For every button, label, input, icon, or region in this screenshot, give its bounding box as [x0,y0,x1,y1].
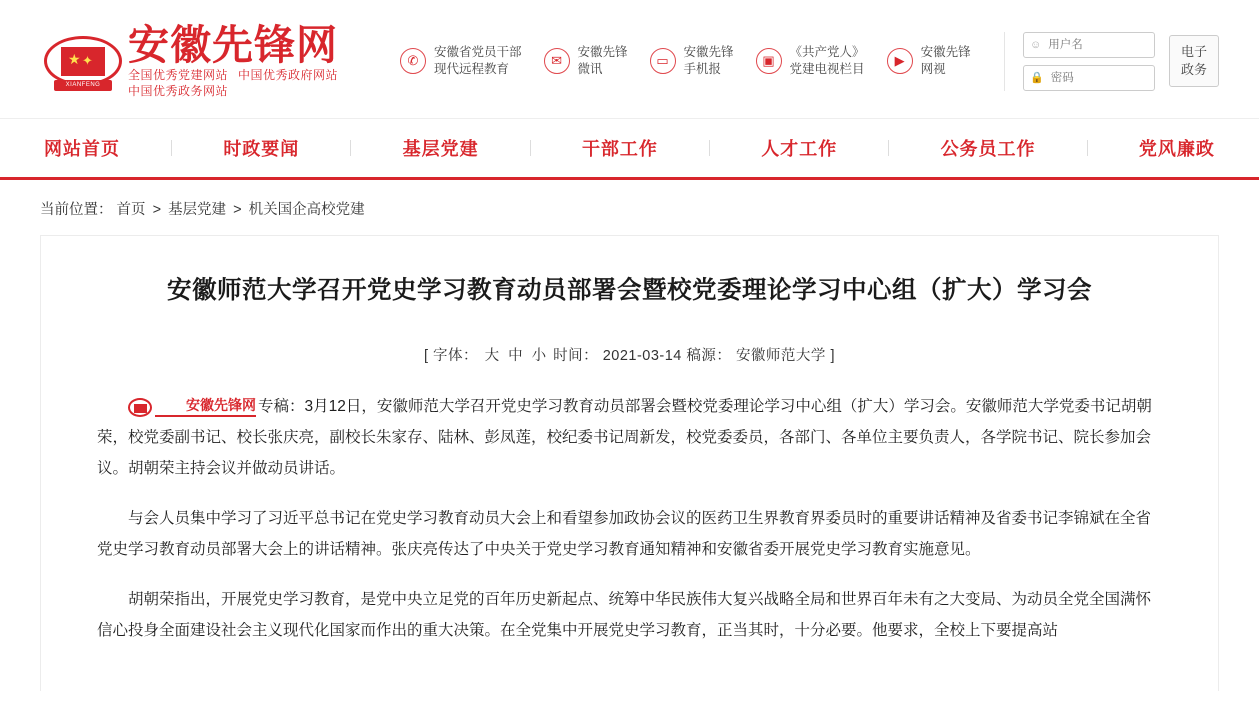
font-size-medium-button[interactable]: 中 [508,348,524,364]
phone-icon: ▭ [650,48,676,74]
logo-subtitle-line1 [128,67,348,83]
logo-text-block [128,23,348,99]
quicklink-weixun[interactable] [544,44,628,78]
meta-time-label: 时间： [553,348,599,364]
nav-divider [709,140,710,156]
logo-sub-b: 中国优秀政府网站 [238,68,339,82]
quicklink-label: 安徽省党员干部 现代远程教育 [434,45,522,76]
star-icon: ★ [68,51,81,67]
egov-button[interactable] [1169,35,1219,87]
breadcrumb-item-current[interactable]: 机关国企高校党建 [248,202,365,218]
quicklink-tv-program[interactable] [756,44,865,78]
nav-item-cadre-work[interactable]: 干部工作 [581,139,658,159]
logo-ribbon-text: XIANFENG [54,80,112,91]
username-input[interactable] [1046,38,1148,52]
quicklink-distance-education[interactable] [400,44,522,78]
nav-divider [888,140,889,156]
lock-icon: 🔒 [1030,72,1044,84]
meta-open-bracket: [ [423,348,429,364]
breadcrumb-separator: > [233,202,242,218]
article-paragraph-1 [97,391,1162,484]
login-fields [1023,32,1155,91]
tv-icon: ▣ [756,48,782,74]
password-field[interactable] [1023,65,1155,91]
logo-title: 安徽先锋网 [128,22,338,68]
meta-source-value: 安徽师范大学 [735,348,826,364]
nav-divider [171,140,172,156]
quicklink-webtv[interactable] [887,44,971,78]
quicklink-label: 安徽先锋 网视 [920,45,971,76]
password-input[interactable] [1049,71,1148,85]
quicklink-mobile-paper[interactable] [650,44,734,78]
quicklink-label: 安徽先锋 手机报 [683,45,734,76]
article-container [40,235,1219,691]
meta-close-bracket: ] [830,348,835,364]
font-size-large-button[interactable]: 大 [484,348,500,364]
breadcrumb [0,180,1259,235]
logo-sub-a: 全国优秀党建网站 [128,68,229,82]
login-block [1004,32,1219,91]
party-emblem-icon [44,30,122,92]
nav-item-party-discipline[interactable]: 党风廉政 [1138,139,1215,159]
broadcast-icon: ✆ [400,48,426,74]
video-icon: ▶ [887,48,913,74]
meta-source-label: 稿源： [686,348,732,364]
site-header [0,0,1259,118]
quicklink-label: 安徽先锋 微讯 [577,45,628,76]
article-paragraph-1-text: 专稿：3月12日，安徽师范大学召开党史学习教育动员部署会暨校党委理论学习中心组（扩大）学习会。安徽师范大学党委书记胡朝荣，校党委副书记、校长张庆亮，副校长朱家存、陆林、彭凤莲，校纪委书记周新发，校党委委员，各部门、各单位主要负责人，各学院书记、院长参加会议。胡朝荣主持会议并做动员讲话。 [97,398,1152,477]
article-body [97,391,1162,646]
nav-item-grassroots-party[interactable]: 基层党建 [402,139,479,159]
username-field[interactable] [1023,32,1155,58]
breadcrumb-item-home[interactable]: 首页 [116,202,146,218]
quicklink-label: 《共产党人》 党建电视栏目 [789,45,865,76]
article-paragraph-3: 胡朝荣指出，开展党史学习教育，是党中央立足党的百年历史新起点、统筹中华民族伟大复兴战略全局和世界百年未有之大变局、为动员全党全国满怀信心投身全面建设社会主义现代化国家而作出的重大决策。在全党集中开展党史学习教育，正当其时，十分必要。他要求，全校上下要提高站 [97,591,1152,639]
logo-sub-c: 中国优秀政务网站 [128,84,229,98]
site-logo[interactable] [44,23,352,99]
article-paragraph-2: 与会人员集中学习了习近平总书记在党史学习教育动员大会上和看望参加政协会议的医药卫生界教育界委员时的重要讲话精神及省委书记李锦斌在全省党史学习教育动员部署大会上的讲话精神。张庆亮传达了中央关于党史学习教育通知精神和安徽省委开展党史学习教育实施意见。 [97,510,1152,558]
hammer-sickle-icon: ✦ [82,53,93,68]
nav-item-home[interactable]: 网站首页 [44,139,120,159]
nav-item-current-affairs[interactable]: 时政要闻 [223,139,300,159]
meta-font-label: 字体： [433,348,479,364]
inline-site-logo [128,398,256,417]
nav-divider [1087,140,1088,156]
egov-line1: 电子 [1180,44,1207,59]
meta-time-value: 2021-03-14 [602,348,682,364]
nav-divider [530,140,531,156]
breadcrumb-label: 当前位置： [40,202,113,218]
main-nav [0,118,1259,180]
article-meta [97,344,1162,365]
logo-subtitle-line2 [128,83,348,99]
inline-logo-text: 安徽先锋网 [155,398,256,417]
egov-line2: 政务 [1180,62,1207,77]
nav-divider [350,140,351,156]
mail-icon: ✉ [544,48,570,74]
article-title: 安徽师范大学召开党史学习教育动员部署会暨校党委理论学习中心组（扩大）学习会 [167,277,1092,304]
nav-item-civil-servant-work[interactable]: 公务员工作 [940,139,1036,159]
font-size-small-button[interactable]: 小 [531,348,547,364]
user-icon: ☺ [1030,38,1042,51]
quick-links [352,44,1004,78]
breadcrumb-separator: > [152,202,162,218]
breadcrumb-item-grassroots[interactable]: 基层党建 [168,202,227,218]
nav-item-talent-work[interactable]: 人才工作 [761,139,838,159]
